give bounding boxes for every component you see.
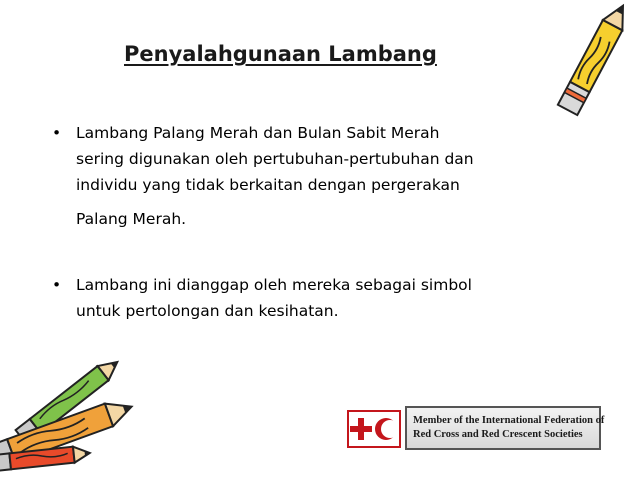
ifrc-caption-line: Red Cross and Red Crescent Societies [413,429,583,440]
bullet-line: untuk pertolongan dan kesihatan. [76,302,339,320]
bullet-item [48,120,588,232]
ifrc-caption-line: Member of the International Federation of [413,415,605,426]
bullet-line: sering digunakan oleh pertubuhan-pertubuhan dan [76,150,474,168]
red-cross-crescent-icon [349,412,399,446]
emblem-box [347,410,401,448]
slide-title: Penyalahgunaan Lambang [124,42,437,66]
bullet-list [48,120,588,324]
bullet-line: Lambang Palang Merah dan Bulan Sabit Merah [76,124,440,142]
bullet-line: individu yang tidak berkaitan dengan pergerakan [76,176,460,194]
ifrc-caption [405,406,605,450]
ifrc-logo [347,406,603,450]
pencil-icon [532,2,638,132]
bullet-line: Lambang ini dianggap oleh mereka sebagai simbol [76,276,472,294]
bullet-line: Palang Merah. [76,210,187,228]
bullet-dot: • [52,276,62,294]
bullet-dot: • [52,124,62,142]
bullet-item [48,272,588,324]
pencils-icon [0,354,150,479]
